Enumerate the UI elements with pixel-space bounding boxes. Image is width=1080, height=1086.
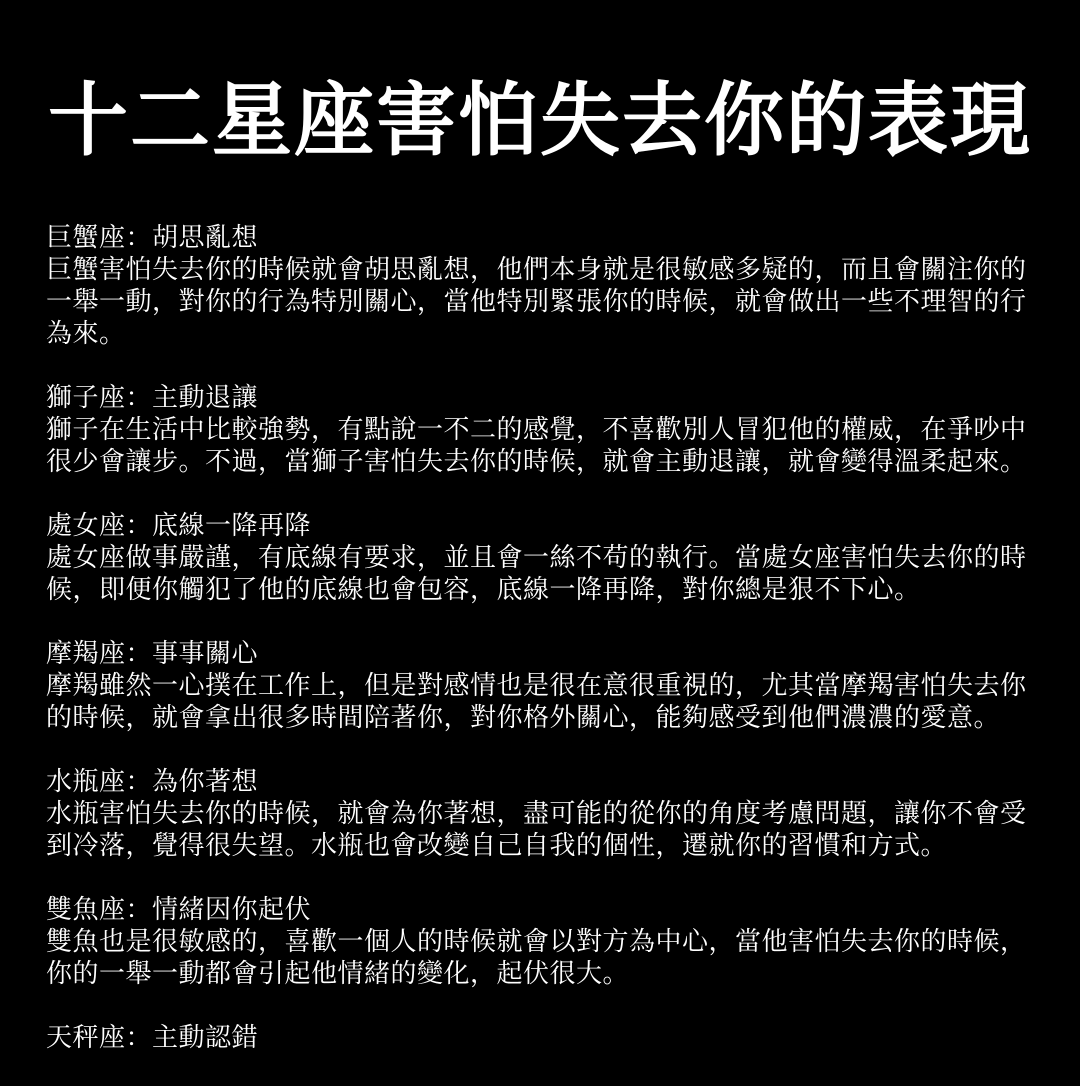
section-body: 雙魚也是很敏感的，喜歡一個人的時候就會以對方為中心，當他害怕失去你的時候，你的一舉一動都會引起他情緒的變化，起伏很大。 bbox=[46, 927, 1027, 989]
section-pisces bbox=[46, 894, 1046, 990]
section-body: 處女座做事嚴謹，有底線有要求，並且會一絲不苟的執行。當處女座害怕失去你的時候，即便你觸犯了他的底線也會包容，底線一降再降，對你總是狠不下心。 bbox=[46, 543, 1027, 605]
section-aquarius bbox=[46, 766, 1046, 862]
section-virgo bbox=[46, 510, 1046, 606]
section-heading: 處女座：底線一降再降 bbox=[46, 511, 312, 541]
section-cancer bbox=[46, 222, 1046, 350]
section-body: 水瓶害怕失去你的時候，就會為你著想，盡可能的從你的角度考慮問題，讓你不會受到冷落，覺得很失望。水瓶也會改變自己自我的個性，遷就你的習慣和方式。 bbox=[46, 799, 1027, 861]
section-leo bbox=[46, 382, 1046, 478]
section-body: 獅子在生活中比較強勢，有點說一不二的感覺，不喜歡別人冒犯他的權威，在爭吵中很少會讓步。不過，當獅子害怕失去你的時候，就會主動退讓，就會變得溫柔起來。 bbox=[46, 415, 1027, 477]
section-capricorn bbox=[46, 638, 1046, 734]
section-body: 摩羯雖然一心撲在工作上，但是對感情也是很在意很重視的，尤其當摩羯害怕失去你的時候，就會拿出很多時間陪著你，對你格外關心，能夠感受到他們濃濃的愛意。 bbox=[46, 671, 1027, 733]
section-heading: 雙魚座：情緒因你起伏 bbox=[46, 895, 312, 925]
section-heading: 水瓶座：為你著想 bbox=[46, 767, 259, 797]
section-heading: 獅子座：主動退讓 bbox=[46, 383, 259, 413]
section-body: 巨蟹害怕失去你的時候就會胡思亂想，他們本身就是很敏感多疑的，而且會關注你的一舉一動，對你的行為特別關心，當他特別緊張你的時候，就會做出一些不理智的行為來。 bbox=[46, 255, 1027, 349]
article-content bbox=[46, 222, 1046, 1086]
section-heading: 摩羯座：事事關心 bbox=[46, 639, 259, 669]
section-heading: 天秤座：主動認錯 bbox=[46, 1023, 259, 1053]
section-heading: 巨蟹座：胡思亂想 bbox=[46, 223, 259, 253]
section-libra bbox=[46, 1022, 1046, 1054]
page-title: 十二星座害怕失去你的表現 bbox=[48, 73, 1032, 167]
